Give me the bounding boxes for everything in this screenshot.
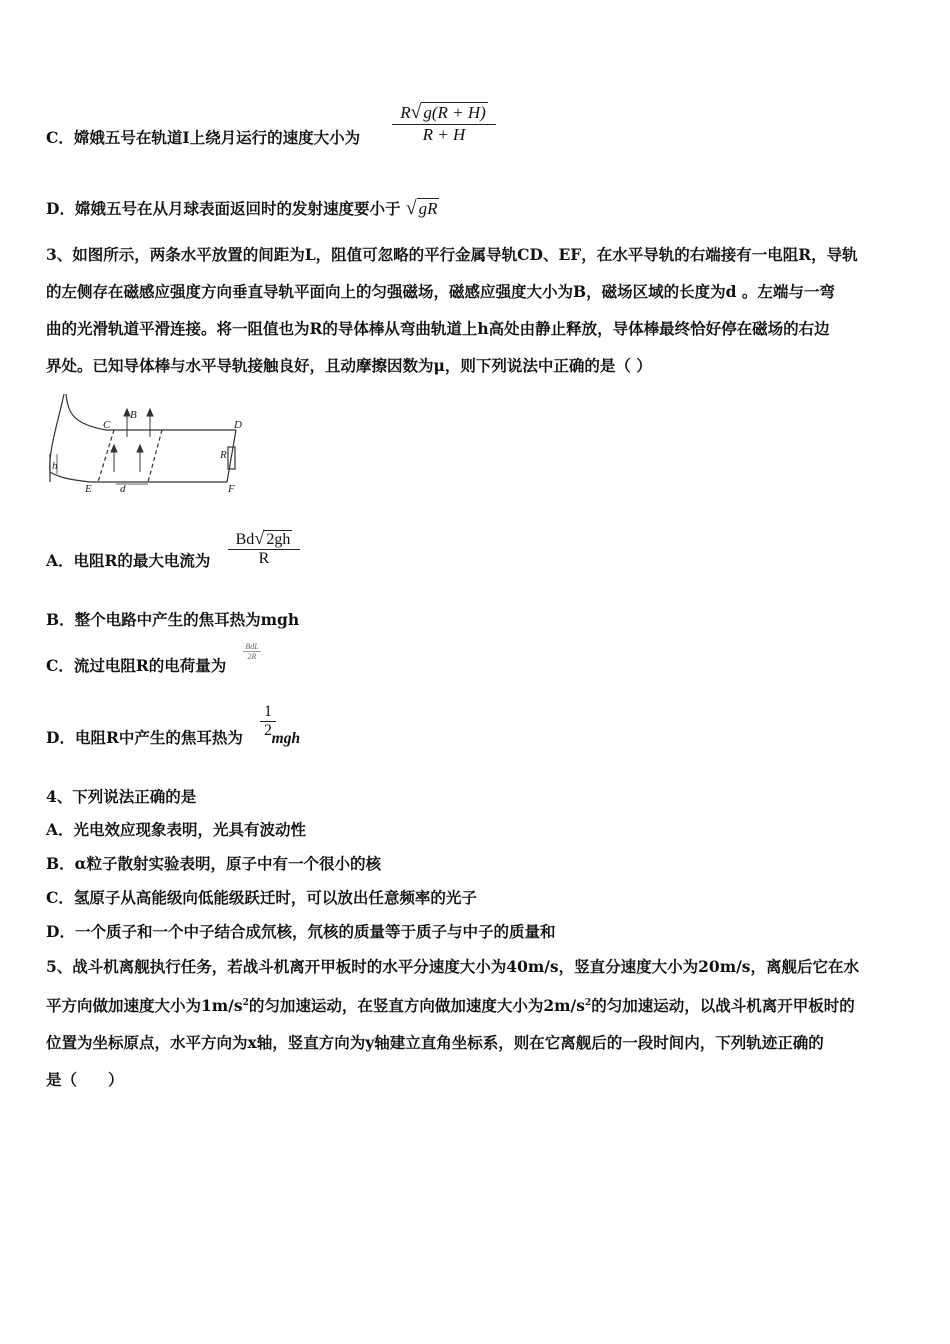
q4-option-b: B．α粒子散射实验表明，原子中有一个很小的核 xyxy=(46,854,382,873)
q5-stem-line1: 5、战斗机离舰执行任务，若战斗机离开甲板时的水平分速度大小为40m/s，竖直分速度大小为20m/s，离舰后它在水 xyxy=(46,957,860,976)
q3-option-d-tail: mgh xyxy=(271,730,301,747)
q3-stem-line1: 3、如图所示，两条水平放置的间距为L，阻值可忽略的平行金属导轨CD、EF，在水平导轨的右端接有一电阻R，导轨 xyxy=(46,245,858,264)
label-b: B xyxy=(130,409,137,421)
q4-stem: 4、下列说法正确的是 xyxy=(46,787,197,806)
q2-option-c xyxy=(46,128,360,148)
q3-circuit-diagram xyxy=(42,392,252,497)
q3-stem-line3: 曲的光滑轨道平滑连接。将一阻值也为R的导体棒从弯曲轨道上h高处由静止释放，导体棒最终恰好停在磁场的右边 xyxy=(46,319,830,338)
q4-option-d: D．一个质子和一个中子结合成氘核，氘核的质量等于质子与中子的质量和 xyxy=(46,922,556,941)
q3-option-c-formula: BdL 2R xyxy=(243,642,261,661)
q3-stem-line2: 的左侧存在磁感应强度方向垂直导轨平面向上的匀强磁场，磁感应强度大小为B，磁场区域的长度为d 。左端与一弯 xyxy=(46,282,835,301)
q2-option-d-text: D．嫦娥五号在从月球表面返回时的发射速度要小于 xyxy=(46,199,401,218)
q2-option-c-formula: R√ g(R + H) R + H xyxy=(392,102,496,145)
q5-stem-line4: 是（ ） xyxy=(46,1070,124,1090)
q4-option-a: A．光电效应现象表明，光具有波动性 xyxy=(46,820,307,839)
label-h: h xyxy=(52,460,58,472)
q5-stem-line2: 平方向做加速度大小为$1m/s^2$的匀加速运动，在竖直方向做加速度大小为$2m/s^2$的匀加速运动，以战斗机离开甲板时的 xyxy=(46,996,855,1016)
q5-stem-line3: 位置为坐标原点，水平方向为x轴，竖直方向为y轴建立直角坐标系，则在它离舰后的一段时间内，下列轨迹正确的 xyxy=(46,1033,824,1053)
label-r: R xyxy=(220,449,227,461)
q3-stem-line4: 界处。已知导体棒与水平导轨接触良好，且动摩擦因数为μ，则下列说法中正确的是（ ） xyxy=(46,356,652,375)
q3-option-d-formula: 1 2 xyxy=(260,703,276,740)
label-c: C xyxy=(103,419,111,431)
q4-option-c: C．氢原子从高能级向低能级跃迁时，可以放出任意频率的光子 xyxy=(46,888,477,907)
q3-option-b-text: B．整个电路中产生的焦耳热为mgh xyxy=(46,610,300,629)
q2-option-d: D．嫦娥五号在从月球表面返回时的发射速度要小于 √ gR xyxy=(46,198,438,219)
q3-option-a-text: A．电阻R的最大电流为 xyxy=(46,551,211,570)
q3-option-b xyxy=(46,610,299,630)
label-f: F xyxy=(228,483,235,495)
label-e: E xyxy=(85,483,92,495)
q3-option-a xyxy=(46,551,210,571)
q3-option-c xyxy=(46,656,226,676)
label-d: D xyxy=(234,419,242,431)
q3-option-d-text: D．电阻R中产生的焦耳热为 xyxy=(46,728,243,747)
q3-stem xyxy=(46,236,906,384)
q2-option-c-text: C．嫦娥五号在轨道Ⅰ上绕月运行的速度大小为 xyxy=(46,128,361,147)
q3-option-c-text: C．流过电阻R的电荷量为 xyxy=(46,656,227,675)
q5-stem xyxy=(46,948,906,1098)
label-d-length: d xyxy=(120,483,126,495)
q3-option-a-formula: Bd√ 2gh R xyxy=(228,528,300,568)
